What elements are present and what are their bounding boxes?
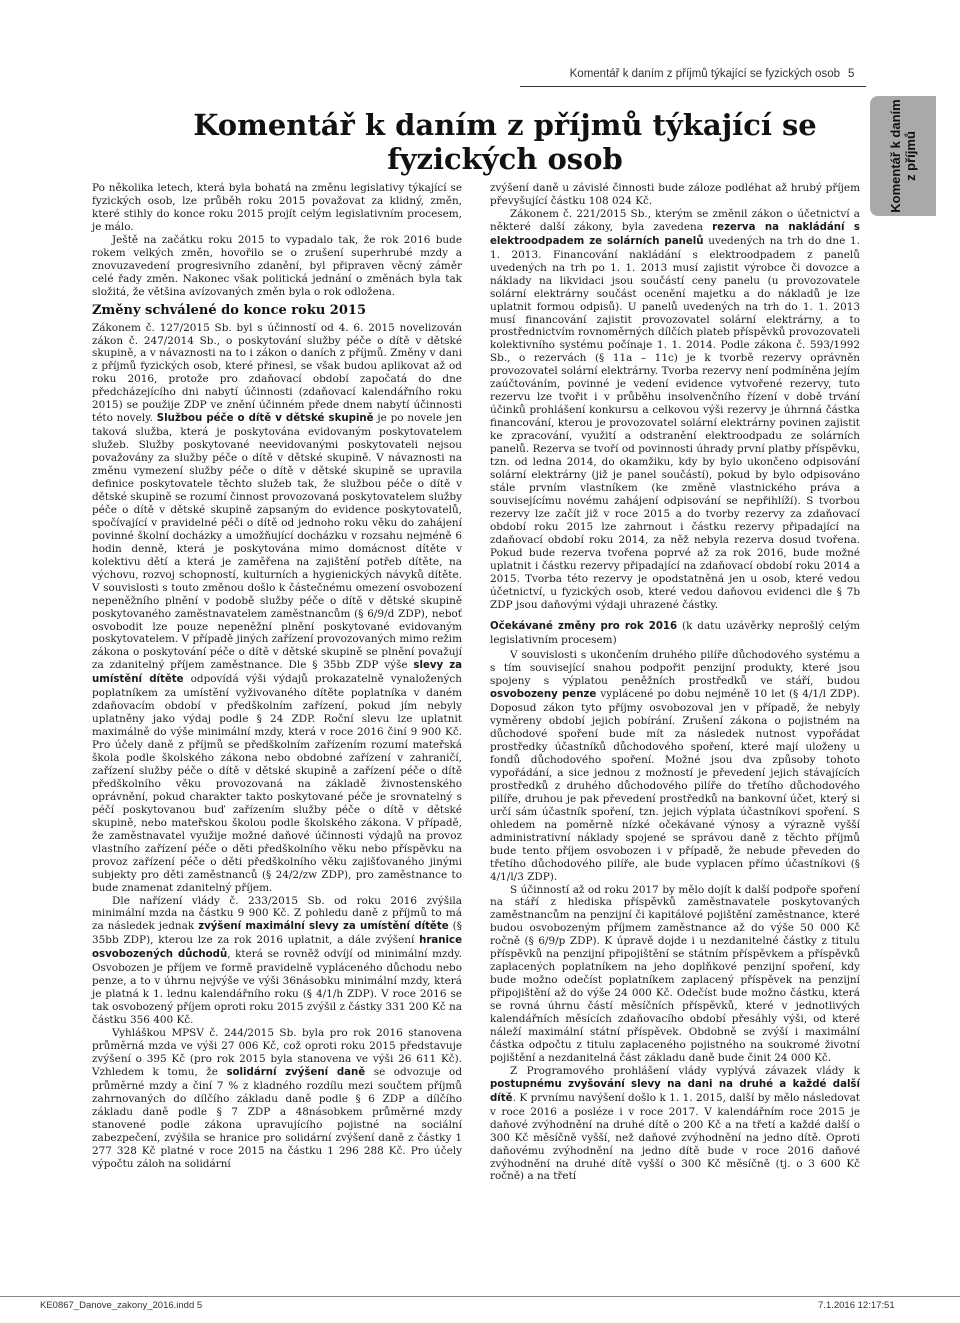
intro-paragraph-1: Po několika letech, která byla bohatá na změnu legislativy týkající se fyzických osob, lze průběh roku 2015 považovat za klidný, změn, které stihly do konce roku 2015 projít celým legislativním procesem, je málo. (92, 182, 462, 233)
paragraph-dětská-skupina (92, 322, 462, 895)
side-tab-label (888, 99, 918, 212)
text-run: (§ 35bb ZDP), kterou lze za rok 2016 uplatnit, a dále zvýšení (92, 920, 462, 947)
bold-term: solidární zvýšení daně (226, 1066, 366, 1078)
footer-rule (0, 1296, 960, 1297)
paragraph-prumerna-mzda (92, 1027, 462, 1170)
page-title-line2: fyzických osob (387, 142, 623, 176)
paragraph-sporeni: S účinností až od roku 2017 by mělo dojít k další podpoře spoření na stáří z hlediska příspěvků zaměstnavatele poskytovaných zaměstnancům na penzijní či kapitálové pojištění zaměstnance, které budou osvobozeným příjmem zaměstnance až do výše 50 000 Kč ročně (§ 6/9/p ZDP). K úpravě dojde i u nezdanitelné částky z titulu příspěvků na penzijní připojištění se státním příspěvkem a příspěvků zaplacených poplatníkem na jeho doplňkové penzijní spoření, kdy bude možno odečíst poplatníkem zaplacený příspěvek na penzijní připojištění až do výše 24 000 Kč. Odečíst bude možno částku, která se rovná úhrnu částí měsíčních příspěvků, které v jednotlivých kalendářních měsících zdaňovacího období přesáhly výši, od které náleží maximální státní příspěvek. Obdobně se zvýší i maximální částka odpočtu z titulu zaplaceného pojistného na soukromé životní pojištění a nezdanitelná část základu daně bude činit 24 000 Kč. (490, 883, 860, 1064)
text-run: Zákonem č. 127/2015 Sb. byl s účinností od 4. 6. 2015 novelizován zákon č. 247/2014 Sb., o poskytování služby péče o dítě v dětské skupině, a v návaznosti na to i zákon o daních z příjmů. Změny v dani z příjmů fyzických osob, které přinesl, se však budou aplikovat až od roku 2016, protože pro zdaňovací období započatá do dne předcházejícího dni nabytí účinnosti (zdaňovací kalendářního roku 2015) se použije ZDP ve znění účinném přede dnem nabytí účinnosti této novely. (92, 321, 462, 425)
text-run: , která se rovněž odvíjí od minimální mzdy. Osvobozen je příjem ve formě pravidelně vypláceného důchodu nebo penze, a to v úhrnu nejvýše ve výši 36násobku minimální mzdy, která je platná k 1. lednu kalendářního roku (§ 4/1/h ZDP). V roce 2016 se tak osvobozený příjem oproti roku 2015 zvýšil z částky 331 200 Kč na částku 356 400 Kč. (92, 948, 462, 1027)
text-run: se odvozuje od průměrné mzdy a činí 7 % z kladného rozdílu mezi součtem příjmů zahrnovaných do dílčího základu daně podle § 6 ZDP a dílčího základu daně podle § 7 ZDP a 48násobkem průměrné mzdy stanovené podle zákona upravujícího pojistné na sociální zabezpečení, zvýšila se hranice pro solidární zvýšení daně z částky 1 277 328 Kč platné v roce 2015 na částku 1 296 288 Kč. Pro účely výpočtu záloh na solidární (92, 1065, 463, 1170)
paragraph-penze (490, 649, 860, 883)
text-run: Zákonem č. 221/2015 Sb., kterým se změnil zákon o účetnictví a některé další zákony, byla zavedena (490, 207, 860, 233)
bold-term: hranice osvobozených důchodů (92, 935, 463, 961)
text-run: Z Programového prohlášení vlády vyplývá závazek vlády k (510, 1064, 860, 1077)
text-run: Vyhláškou MPSV č. 244/2015 Sb. byla pro rok 2016 stanovena průměrná mzda ve výši 27 006 Kč, což oproti roku 2015 představuje zvýšení o 395 Kč (pro rok 2015 byla stanovena ve výši 26 611 Kč). Vzhledem k tomu, že (92, 1027, 462, 1078)
text-run: odpovídá výši výdajů prokazatelně vynaložených poplatníkem za umístění vyživovaného dítěte poplatníka v daném zdaňovacím období v předškolním zařízení, pokud jím nebyly uplatněny jako výdaj podle § 24 ZDP. Roční slevu lze uplatnit maximálně do výše minimální mzdy, která v roce 2016 činí 9 900 Kč. Pro účely daně z příjmů se předškolním zařízením rozumí mateřská škola podle školského zákona nebo obdobné zařízení v zahraničí, zařízení služby péče o dítě v dětské skupině a zařízení péče o dítě předškolního věku provozovaná na základě živnostenského oprávnění, pokud charakter takto poskytované péče je srovnatelný s péčí poskytovanou buď zařízením služby péče o dítě v dětské skupině, nebo mateřskou školou podle školského zákona. V případě, že zaměstnavatel využije možné daňové účinnosti výdajů na provoz vlastního zařízení péče o děti předškolního věku nebo příspěvku na provoz zařízení péče o děti předškolního věku zajišťovaného jinými subjekty pro děti zaměstnanců (§ 24/2/zw ZDP), pro zaměstnance to bude znamenat zdanitelný příjem. (92, 673, 463, 894)
paragraph-rezerva (490, 208, 860, 612)
paragraph-minimalni-mzda (92, 895, 462, 1028)
footer-timestamp: 7.1.2016 12:17:51 (818, 1300, 895, 1311)
intro-paragraph-2: Ještě na začátku roku 2015 to vypadalo tak, že rok 2016 bude rokem velkých změn, hovořilo se o zrušení superhrubé mzdy a znovuzavedení progresivního zdanění, byl připraven věcný záměr celé řady změn. Nakonec však politická jednání o změnách byla tak složitá, že většina avízovaných změn byla o rok odložena. (92, 233, 462, 298)
running-header: Komentář k daním z příjmů týkající se fyzických osob (569, 68, 840, 80)
side-tab-line2: z příjmů (903, 131, 918, 181)
section-side-tab (870, 96, 936, 216)
header-rule (520, 86, 866, 87)
text-run: . K prvnímu navýšení došlo k 1. 1. 2015, další by mělo následovat v roce 2016 a posléze i v roce 2017. V kalendářním roce 2015 je daňové zvýhodnění na druhé dítě o 200 Kč a na třetí a každé další o 300 Kč měsíčně vyšší, než daňové zvýhodnění na jedno dítě. Oproti daňovému zvýhodnění na jedno dítě bude v roce 2016 daňové zvýhodnění na druhé dítě vyšší o 300 Kč měsíčně (tj. o 3 600 Kč ročně) a na třetí (490, 1091, 860, 1183)
subheading-ocekavane-zmeny (490, 620, 860, 647)
right-column (490, 182, 860, 1183)
bold-term: zvýšení maximální slevy za umístění dítěte (198, 921, 449, 933)
text-run: je po novele jen taková služba, která je poskytována evidovaným poskytovatelem služeb. Služby poskytované neevidovanými poskytovateli nejsou považovány za služby péče o dítě v dětské skupině. V návaznosti na změnu vymezení služby péče o dítě v dětské skupině se upravila definice poskytovatele těchto služeb tak, že službou péče o dítě v dětské skupině se rozumí činnost provozovaná poskytovatelem služby péče o dítě v dětské skupině zapsaným do evidence poskytovatelů, spočívající v pravidelné péči o dítě od jednoho roku věku do zahájení povinné školní docházky a umožňující docházku v rozsahu nejméně 6 hodin denně, která je poskytována mimo domácnost dítěte v kolektivu dětí a která je zaměřena na zajištění potřeb dítěte, na výchovu, rozvoj schopností, kulturních a hygienických návyků dítěte. V souvislosti s touto změnou došlo k částečnému omezení osvobození nepeněžního plnění v podobě služby péče o dítě v dětské skupině poskytovaného zaměstnavatelem zaměstnancům (§ 6/9/d ZDP), neboť osvobodit lze pouze nepeněžní plnění poskytované evidovaným poskytovatelem. V případě jiných zařízení provozovaných mimo režim zákona o poskytování péče o dítě v dětské skupině se plnění považují za zdanitelný příjem zaměstnance. Dle § 35bb ZDP výše (92, 412, 462, 672)
bold-term: slevy za umístění dítěte (92, 660, 462, 686)
paragraph-continuation: zvýšení daně u závislé činnosti bude záloze podléhat až hrubý příjem převyšující částku 108 024 Kč. (490, 182, 860, 207)
paragraph-sleva-na-dite (490, 1065, 860, 1184)
bold-term: osvobozeny penze (490, 689, 597, 701)
text-run: V souvislosti s ukončením druhého pilíře důchodového systému a s tím související snahou podpořit penzijní produkty, které jsou spojeny s výplatou peněžních prostředků ve stáří, budou (490, 649, 860, 688)
side-tab-line1: Komentář k daním (888, 99, 903, 213)
section-heading: Změny schválené do konce roku 2015 (92, 302, 366, 318)
left-column (92, 182, 462, 1171)
text-run: vyplácené po dobu nejméně 10 let (§ 4/1/l ZDP). Doposud zákon tyto příjmy osvobozoval jen v případě, že nebyly vyměreny období jejich pobírání. Zrušení zákona o pojistném na důchodové spoření bude mít za následek nutnost vypořádat prostředky účastníků důchodového spoření, které mají uloženy u fondů důchodového spoření. Možné jsou dva způsoby tohoto vypořádání, a sice jednou z možností je převedení jejich stávajících prostředků z druhého důchodového pilíře do třetího důchodového pilíře, druhou je pak převedení prostředků na bankovní účet, který si určí sám účastník spoření, tzn. jejich výplata účastníkovi spoření. S ohledem na poměrně nízké očekávané výnosy a výrazně vyšší administrativní náklady spojené se správou daně z těchto příjmů bude tento příjem osvobozen i v případě, že nebude převeden do třetího důchodového pilíře, ale bude vyplacen přímo účastníkovi (§ 4/1/l/3 ZDP). (490, 688, 860, 883)
page-title-line1: Komentář k daním z příjmů týkající se (193, 108, 817, 142)
page-title (150, 108, 860, 176)
text-run: Dle nařízení vlády č. 233/2015 Sb. od roku 2016 zvýšila minimální mzda na částku 9 900 Kč. Z pohledu daně z příjmů to má za následek jednak (92, 894, 462, 933)
text-run: (k datu uzávěrky neprošlý celým legislativním procesem) (490, 620, 860, 647)
footer-file-name: KE0867_Danove_zakony_2016.indd 5 (40, 1300, 203, 1311)
bold-term: rezerva na nakládání s elektroodpadem ze solárních panelů (490, 221, 860, 247)
bold-term: Očekávané změny pro rok 2016 (490, 621, 678, 633)
bold-term: Službou péče o dítě v dětské skupině (156, 413, 374, 425)
page-number: 5 (848, 68, 855, 80)
text-run: uvedených na trh do dne 1. 1. 2013. Financování nakládání s elektroodpadem z panelů uvedených na trh po 1. 1. 2013 musí zajistit výrobce či dovozce a náklady na likvidaci jsou součástí ceny panelu (u provozovatele solární elektrárny součást ocenění majetku a do nákladů je lze uplatnit formou odpisů). U panelů uvedených na trh do 1. 1. 2013 musí financování zajistit provozovatel solární elektrárny, a to prostřednictvím rovnoměrných dílčích plateb příspěvků provozovateli kolektivního systému počínaje 1. 1. 2014. Podle zákona č. 593/1992 Sb., o rezervách (§ 11a – 11c) je k tvorbě rezervy oprávněn provozovatel solární elektrárny. Tvorba rezervy není podmíněna jejím zaúčtováním, povinné je vedení evidence vytvořené rezervy, tuto rezervu lze tvořit i v průběhu insolvenčního řízení v době trvání účinků prohlášení konkursu a celkovou výši rezervy je úhrnná částka financování, kterou je provozovatel solární elektrárny povinen zajistit ke zpracování, využití a odstranění elektroodpadu ze solárních panelů. Rezerva se tvoří od povinnosti úhrady první platby příspěvku, tzn. od ledna 2014, do okamžiku, kdy by bylo ukončeno odpisování solární elektrárny (již je panel součástí), pokud by bylo odpisováno stále prvním vlastníkem (ke změně vlastnického práva a souvisejícímu novému zahájení odpisování se nepřihlíží). S tvorbou rezervy lze začít již v roce 2015 a do tvorby rezervy za zdaňovací období roku 2015 lze zahrnout i částku rezervy připadající na zdaňovací období roku 2014, za něž nebyla rezerva dosud tvořena. Pokud bude rezerva tvořena poprvé až za rok 2016, bude možné uplatnit i částku rezervy připadající na zdaňovací období roku 2014 a 2015. Tvorba této rezervy je opodstatněná jen u osob, které vedou účetnictví, u fyzických osob, které vedou daňovou evidenci dle § 7b ZDP jsou daňovými výdaji uhrazené částky. (490, 234, 860, 611)
bold-term: postupnému zvyšování slevy na dani na druhé a každé další dítě (490, 1078, 860, 1104)
